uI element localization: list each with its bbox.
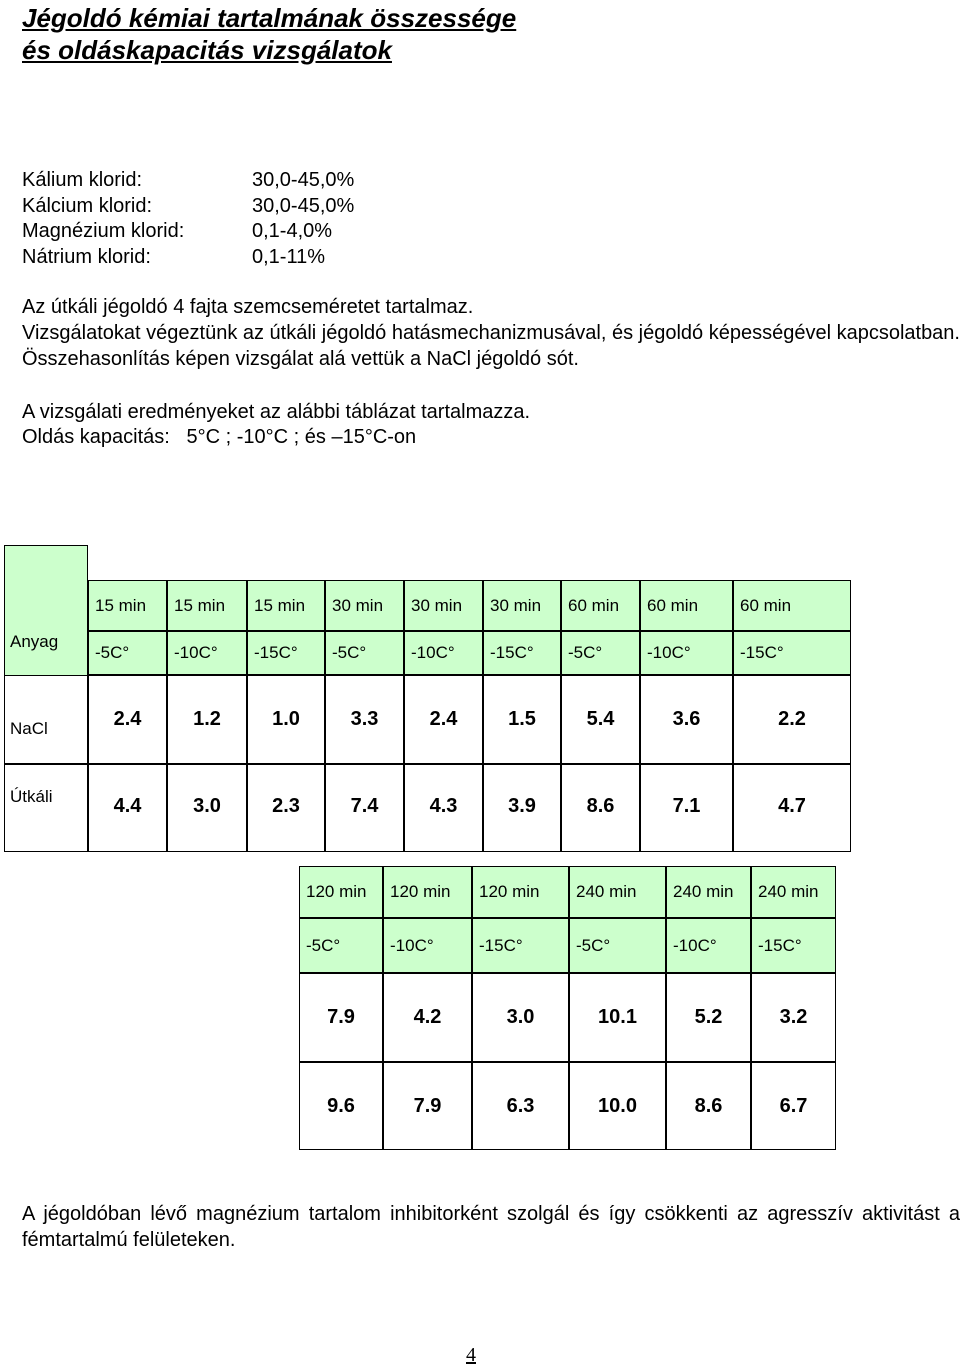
time-header [483,580,561,631]
time-header-text: 240 min [576,882,637,901]
temp-header-text: -5C° [568,643,603,662]
time-header-text: 240 min [758,882,819,901]
table-cell [666,1062,751,1150]
temp-header [247,631,325,675]
row-label-utkali [4,764,88,852]
composition-value: 0,1-11% [252,245,326,268]
table-cell [569,1062,666,1150]
table-cell [640,764,733,852]
temp-header-text: -15C° [740,643,784,662]
table-cell-text: 7.9 [327,1006,355,1028]
table-cell [733,764,851,852]
time-header-text: 120 min [390,882,451,901]
temp-header-text: -15C° [479,935,523,955]
temp-header [751,918,836,973]
table-cell-text: 7.1 [672,795,701,817]
table-cell [483,764,561,852]
composition-item [22,245,354,271]
temp-header [569,918,666,973]
time-header [640,580,733,631]
table-cell-text: 4.4 [113,795,142,817]
table-cell-text: 3.0 [193,795,221,817]
page-number: 4 [466,1344,476,1366]
temp-header-text: -10C° [174,643,218,662]
table-cell-text: 8.6 [694,1094,723,1117]
table-cell-text: 2.2 [778,708,806,730]
table-cell [561,675,640,764]
time-header [325,580,404,631]
table-cell-text: 3.3 [350,708,379,730]
temp-header-text: -5C° [576,935,611,955]
table-cell [325,675,404,764]
composition-value: 30,0-45,0% [252,169,355,191]
time-header-text: 30 min [411,595,463,615]
time-header [472,866,569,918]
table-cell [751,1062,836,1150]
time-header-text: 15 min [95,595,147,615]
table-cell [666,973,751,1062]
table-cell-text: 9.6 [327,1094,355,1117]
temp-header-text: -10C° [411,643,455,662]
table-cell-text: 4.3 [429,795,458,817]
time-header-text: 60 min [740,595,792,615]
temp-header [483,631,561,675]
time-header [751,866,836,918]
temp-header [299,918,383,973]
temp-header [561,631,640,675]
table-cell [483,675,561,764]
temp-header [640,631,733,675]
table-cell [299,1062,383,1150]
table-cell-text: 1.5 [508,708,536,730]
time-header-text: 15 min [254,595,306,615]
table-cell-text: 10.0 [598,1094,637,1117]
table-cell [299,973,383,1062]
time-header [247,580,325,631]
time-header-text: 15 min [174,595,226,615]
time-header [167,580,247,631]
time-header-text: 30 min [490,595,542,615]
temp-header-text: -5C° [95,643,130,662]
time-header-text: 60 min [647,595,699,615]
temp-header-text: -5C° [332,643,367,662]
table-cell-text: 2.4 [113,708,142,730]
time-header-text: 120 min [479,882,540,901]
table-cell-text: 7.4 [350,795,379,817]
temp-header-text: -15C° [490,643,534,662]
footer-paragraph: A jégoldóban lévő magnézium tartalom inhibitorként szolgál és így csökkenti az agresszív aktivitást a fémtartalmú felületeken. [22,1203,960,1251]
table-cell [561,764,640,852]
table-cell [751,973,836,1062]
table-cell-text: 10.1 [598,1006,637,1028]
temp-header-text: -5C° [306,935,341,955]
table-cell-text: 3.9 [508,795,536,817]
temp-header [167,631,247,675]
time-header-text: 120 min [306,882,367,901]
temp-header [404,631,483,675]
temp-header-text: -10C° [673,935,717,955]
time-header [404,580,483,631]
table-cell-text: 5.2 [694,1006,723,1028]
table-cell-text: 4.2 [413,1006,442,1028]
time-header [561,580,640,631]
temp-header [88,631,167,675]
table-cell [733,675,851,764]
row-label: NaCl [10,719,48,738]
temp-header-text: -15C° [758,935,802,955]
table-cell-text: 3.6 [672,708,701,730]
temp-header [666,918,751,973]
composition-value: 0,1-4,0% [252,220,333,242]
table-cell [167,764,247,852]
table-cell [472,1062,569,1150]
temp-header [733,631,851,675]
table-cell [404,675,483,764]
table-cell-text: 3.0 [506,1006,535,1028]
temp-header-text: -10C° [647,643,691,662]
composition-list [22,168,354,270]
time-header-text: 60 min [568,595,620,615]
table-cell-text: 2.3 [272,795,300,817]
table-corner [4,545,88,676]
composition-name: Kálcium klorid: [22,194,153,217]
table-cell [383,973,472,1062]
table-cell [247,764,325,852]
temp-header [325,631,404,675]
table-cell [88,764,167,852]
capacity-line: Oldás kapacitás: 5°C ; -10°C ; és –15°C-on [22,426,417,448]
table-cell-text: 7.9 [413,1094,442,1117]
time-header [733,580,851,631]
intro-paragraph: Vizsgálatokat végeztünk az útkáli jégoldó hatásmechanizmusával, és jégoldó képességével kapcsolatban. Összehasonlítás képen vizsgálat alá vettük a NaCl jégoldó sót. [22,322,960,370]
composition-name: Kálium klorid: [22,169,143,191]
temp-header-text: -10C° [390,935,434,955]
temp-header [383,918,472,973]
table-cell [404,764,483,852]
time-header-text: 240 min [673,882,734,901]
table-cell [247,675,325,764]
table-cell-text: 8.6 [586,795,615,817]
results-intro: A vizsgálati eredményeket az alábbi táblázat tartalmazza. [22,401,531,423]
table-cell-text: 3.2 [779,1006,808,1028]
time-header [569,866,666,918]
composition-item [22,168,354,194]
time-header-text: 30 min [332,595,384,615]
composition-item [22,194,354,220]
composition-item [22,219,354,245]
table-cell-text: 1.0 [272,708,300,730]
table-cell [472,973,569,1062]
table-cell [88,675,167,764]
temp-header [472,918,569,973]
table-cell-text: 5.4 [586,708,615,730]
material-header: Anyag [10,632,59,651]
table-cell [383,1062,472,1150]
time-header [383,866,472,918]
table-cell [325,764,404,852]
table-cell-text: 6.3 [506,1094,535,1117]
composition-value: 30,0-45,0% [252,194,355,217]
time-header [88,580,167,631]
time-header [666,866,751,918]
title-line-1: Jégoldó kémiai tartalmának összessége [22,3,517,33]
table-cell-text: 1.2 [193,708,221,730]
intro-line: Az útkáli jégoldó 4 fajta szemcseméretet tartalmaz. [22,296,474,318]
time-header [299,866,383,918]
composition-name: Nátrium klorid: [22,245,151,268]
title-line-2: és oldáskapacitás vizsgálatok [22,35,392,65]
table-cell-text: 6.7 [779,1094,808,1117]
table-cell [167,675,247,764]
table-cell-text: 4.7 [778,795,806,817]
table-cell [640,675,733,764]
row-label: Útkáli [10,787,53,806]
temp-header-text: -15C° [254,643,298,662]
table-cell [569,973,666,1062]
page-title [22,2,516,66]
composition-name: Magnézium klorid: [22,220,185,242]
table-cell-text: 2.4 [429,708,458,730]
